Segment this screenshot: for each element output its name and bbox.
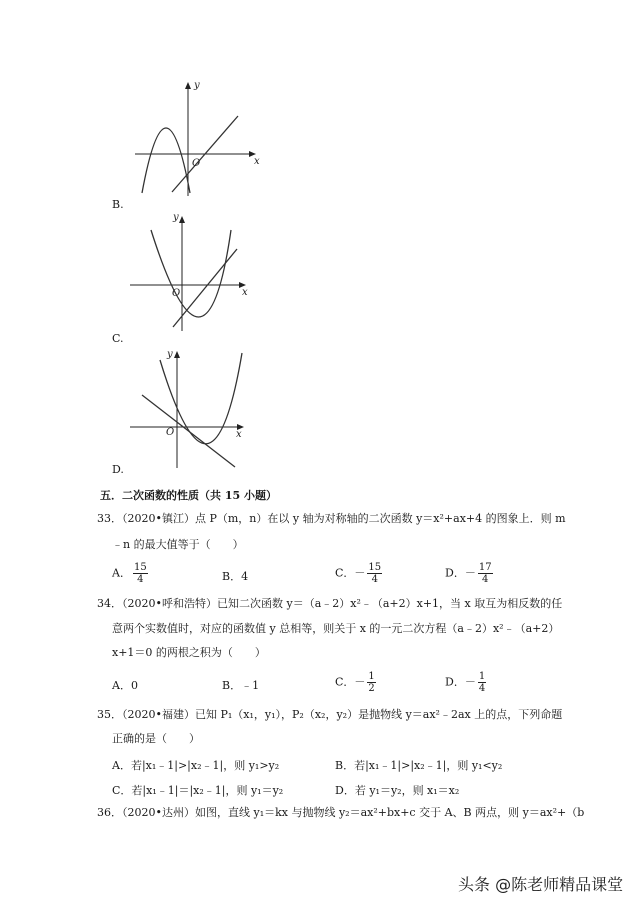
fraction: $\frac{1}{4}$ — [478, 671, 486, 694]
q34-choice-c[interactable] — [335, 671, 378, 694]
q33-choice-d[interactable] — [445, 562, 495, 585]
q34-choice-a[interactable]: A．0 — [112, 679, 138, 692]
q34-choice-b[interactable]: B．﹣1 — [222, 679, 260, 692]
choice-label: D．－ — [445, 675, 476, 689]
q33-choice-b[interactable]: B．4 — [222, 570, 249, 583]
question-34-line1: 34．（2020•呼和浩特）已知二次函数 y＝（a﹣2）x²﹣（a+2）x+1，当 x 取互为相反数的任 — [97, 597, 563, 610]
y-axis-label: y — [167, 349, 173, 360]
q33-choice-a[interactable] — [112, 562, 150, 585]
question-35-line1: 35．（2020•福建）已知 P₁（x₁，y₁），P₂（x₂，y₂）是抛物线 y＝ax²﹣2ax 上的点，下列命题 — [97, 708, 563, 721]
x-axis-label: x — [242, 287, 248, 298]
choice-label: C．－ — [335, 675, 366, 689]
q35-choice-a[interactable]: A．若|x₁﹣1|>|x₂﹣1|，则 y₁>y₂ — [112, 759, 280, 772]
x-axis-label: x — [254, 156, 260, 167]
question-34-line2: 意两个实数值时，对应的函数值 y 总相等，则关于 x 的一元二次方程（a﹣2）x²﹣（a+2） — [112, 622, 560, 635]
origin-label: O — [166, 427, 175, 438]
fraction: $\frac{15}{4}$ — [368, 562, 382, 585]
q35-choice-c[interactable]: C．若|x₁﹣1|＝|x₂﹣1|，则 y₁＝y₂ — [112, 784, 284, 797]
graph-option-c — [125, 208, 260, 333]
question-35-line2: 正确的是（ ） — [112, 732, 200, 745]
graph-option-d — [125, 345, 260, 470]
y-axis-label: y — [194, 80, 200, 91]
q35-choice-d[interactable]: D．若 y₁＝y₂，则 x₁＝x₂ — [335, 784, 460, 797]
graph-option-b — [130, 78, 265, 198]
choice-label: D．－ — [445, 566, 476, 580]
q35-choice-b[interactable]: B．若|x₁﹣1|>|x₂﹣1|，则 y₁<y₂ — [335, 759, 503, 772]
y-axis-label: y — [173, 212, 179, 223]
x-axis-label: x — [236, 429, 242, 440]
question-33-line1: 33．（2020•镇江）点 P（m，n）在以 y 轴为对称轴的二次函数 y＝x²+ax+4 的图象上．则 m — [97, 512, 566, 525]
graph-c-label: C. — [112, 332, 124, 345]
question-36-line1: 36．（2020•达州）如图，直线 y₁＝kx 与抛物线 y₂＝ax²+bx+c 交于 A、B 两点，则 y＝ax²+（b — [97, 806, 585, 819]
choice-label: A． — [112, 566, 131, 580]
question-33-line2: ﹣n 的最大值等于（ ） — [112, 538, 244, 551]
graph-d-label: D. — [112, 463, 124, 476]
origin-label: O — [192, 158, 201, 169]
origin-label: O — [172, 288, 181, 299]
choice-label: C．－ — [335, 566, 366, 580]
q34-choice-d[interactable] — [445, 671, 488, 694]
watermark: 头条 @陈老师精品课堂 — [458, 875, 624, 894]
fraction: $\frac{17}{4}$ — [478, 562, 492, 585]
section-title: 五．二次函数的性质（共 15 小题） — [100, 489, 277, 502]
question-34-line3: x+1＝0 的两根之积为（ ） — [112, 646, 266, 659]
graph-b-label: B. — [112, 198, 124, 211]
q33-choice-c[interactable] — [335, 562, 384, 585]
fraction: $\frac{15}{4}$ — [133, 562, 147, 585]
fraction: $\frac{1}{2}$ — [368, 671, 375, 694]
